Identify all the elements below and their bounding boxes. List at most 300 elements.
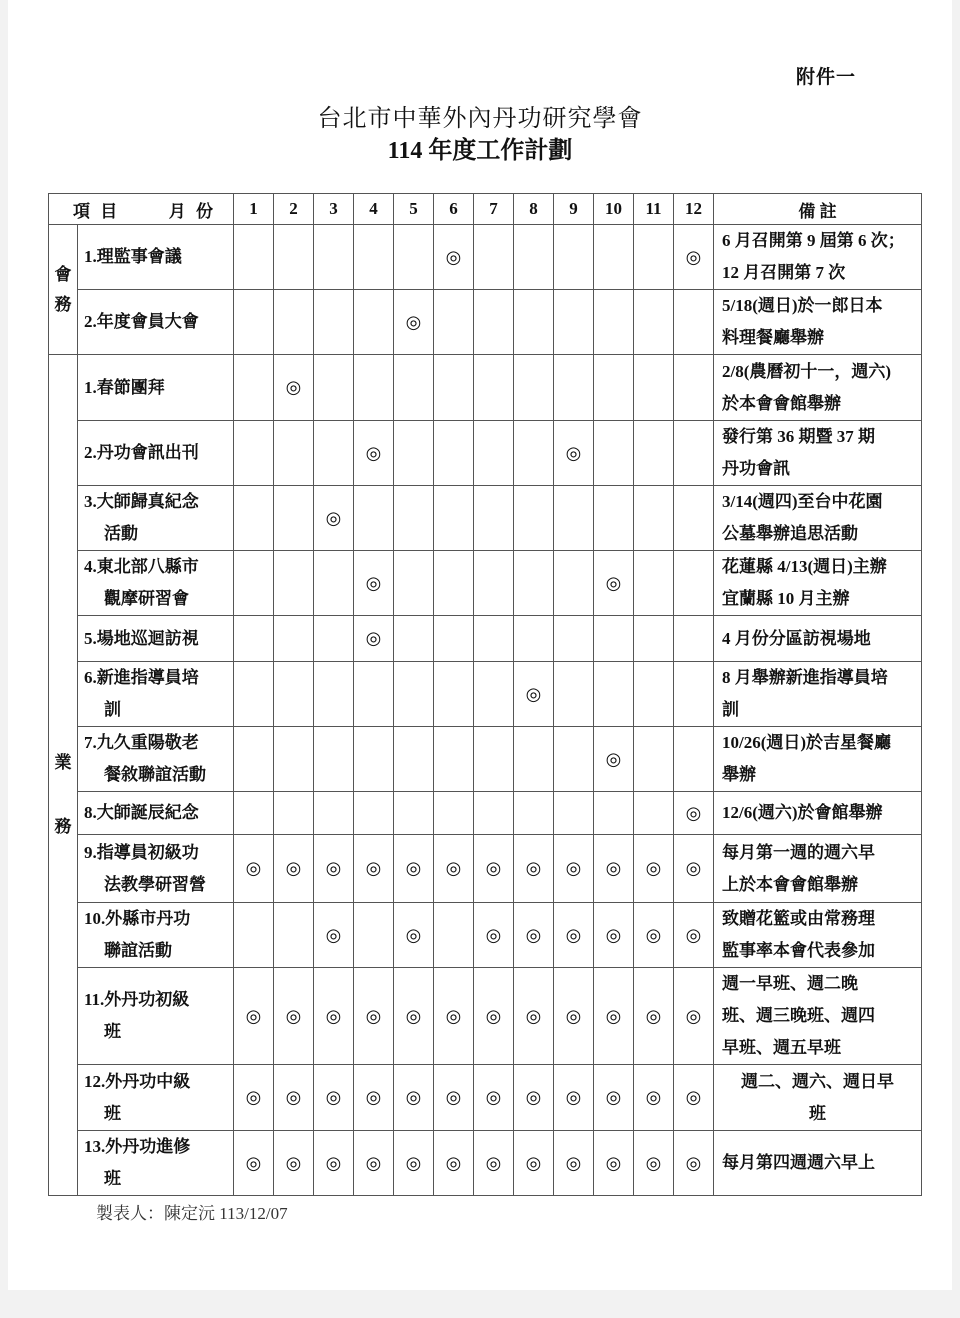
- month-cell-12: [674, 486, 714, 551]
- table-row: [49, 421, 922, 486]
- note-line: 發行第 36 期暨 37 期: [722, 427, 875, 446]
- month-cell-11: [634, 792, 674, 835]
- note-line: 早班、週五早班: [722, 1038, 841, 1057]
- note-cell: [714, 486, 922, 551]
- month-cell-4: [354, 903, 394, 968]
- item-name-line: 3.大師歸真紀念: [84, 492, 199, 511]
- month-cell-11: [634, 355, 674, 421]
- month-cell-6: [434, 551, 474, 616]
- month-cell-10: [594, 1065, 634, 1131]
- schedule-mark: ◎: [445, 1005, 462, 1027]
- note-line: 每月第四週週六早上: [722, 1153, 875, 1172]
- schedule-mark: ◎: [645, 858, 662, 879]
- month-cell-1: [234, 1131, 274, 1196]
- header-month-2: 2: [274, 194, 314, 225]
- note-line: 班: [809, 1103, 826, 1123]
- month-cell-3: [314, 727, 354, 792]
- month-cell-4: [354, 551, 394, 616]
- month-cell-9: [554, 551, 594, 616]
- category-cell: [49, 225, 78, 355]
- month-cell-7: [474, 355, 514, 421]
- header-month-11: 11: [634, 194, 674, 225]
- schedule-mark: ◎: [645, 924, 662, 946]
- month-cell-5: [394, 421, 434, 486]
- month-cell-11: [634, 835, 674, 903]
- schedule-mark: ◎: [445, 246, 462, 268]
- month-cell-9: [554, 421, 594, 486]
- item-name-line: 1.理監事會議: [84, 247, 182, 266]
- month-cell-5: [394, 1131, 434, 1196]
- month-cell-7: [474, 792, 514, 835]
- schedule-mark: ◎: [245, 1152, 262, 1174]
- schedule-mark: ◎: [685, 1005, 702, 1027]
- month-cell-2: [274, 662, 314, 727]
- month-cell-12: [674, 792, 714, 835]
- item-name-line: 活動: [104, 524, 138, 543]
- month-cell-11: [634, 616, 674, 662]
- item-name-line: 11.外丹功初級: [84, 990, 190, 1009]
- schedule-mark: ◎: [445, 1152, 462, 1174]
- month-cell-3: [314, 551, 354, 616]
- month-cell-6: [434, 290, 474, 355]
- month-cell-1: [234, 225, 274, 290]
- month-cell-11: [634, 486, 674, 551]
- schedule-mark: ◎: [245, 1087, 262, 1108]
- month-cell-2: [274, 355, 314, 421]
- schedule-mark: ◎: [365, 1152, 382, 1174]
- month-cell-9: [554, 727, 594, 792]
- month-cell-9: [554, 662, 594, 727]
- item-name: [78, 486, 234, 551]
- note-cell: [714, 551, 922, 616]
- table-header-row: [49, 194, 922, 225]
- schedule-mark: ◎: [485, 1087, 502, 1108]
- schedule-mark: ◎: [285, 1087, 302, 1108]
- item-name-line: 13.外丹功進修: [84, 1137, 191, 1156]
- schedule-mark: ◎: [685, 802, 702, 824]
- month-cell-12: [674, 225, 714, 290]
- month-cell-7: [474, 835, 514, 903]
- schedule-mark: ◎: [685, 1152, 702, 1174]
- month-cell-1: [234, 290, 274, 355]
- month-cell-4: [354, 421, 394, 486]
- month-cell-3: [314, 968, 354, 1065]
- month-cell-6: [434, 225, 474, 290]
- item-name-line: 10.外縣市丹功: [84, 909, 191, 928]
- month-cell-6: [434, 1065, 474, 1131]
- note-line: 致贈花籃或由常務理: [722, 909, 875, 928]
- category-cell: [49, 355, 78, 1196]
- item-name-line: 2.丹功會訊出刊: [84, 443, 199, 462]
- month-cell-6: [434, 1131, 474, 1196]
- schedule-mark: ◎: [365, 572, 382, 594]
- item-name-line: 聯誼活動: [104, 941, 172, 960]
- month-cell-3: [314, 1065, 354, 1131]
- month-cell-6: [434, 968, 474, 1065]
- month-cell-12: [674, 727, 714, 792]
- month-cell-9: [554, 616, 594, 662]
- month-cell-1: [234, 662, 274, 727]
- month-cell-2: [274, 835, 314, 903]
- header-month-5: 5: [394, 194, 434, 225]
- month-cell-8: [514, 835, 554, 903]
- item-name-line: 4.東北部八縣市: [84, 557, 199, 576]
- schedule-mark: ◎: [365, 442, 382, 464]
- schedule-mark: ◎: [645, 1005, 662, 1027]
- note-line: 週一早班、週二晚: [722, 974, 858, 993]
- month-cell-9: [554, 290, 594, 355]
- schedule-mark: ◎: [285, 1005, 302, 1027]
- month-cell-8: [514, 792, 554, 835]
- schedule-mark: ◎: [405, 1005, 422, 1027]
- month-cell-3: [314, 290, 354, 355]
- month-cell-2: [274, 1065, 314, 1131]
- month-cell-9: [554, 225, 594, 290]
- month-cell-1: [234, 421, 274, 486]
- schedule-mark: ◎: [525, 1005, 542, 1027]
- note-line: 每月第一週的週六早: [722, 842, 875, 862]
- month-cell-7: [474, 727, 514, 792]
- month-cell-9: [554, 486, 594, 551]
- month-cell-2: [274, 225, 314, 290]
- month-cell-2: [274, 616, 314, 662]
- schedule-mark: ◎: [605, 924, 622, 946]
- month-cell-3: [314, 835, 354, 903]
- month-cell-3: [314, 421, 354, 486]
- month-cell-3: [314, 792, 354, 835]
- month-cell-1: [234, 551, 274, 616]
- header-month-6: 6: [434, 194, 474, 225]
- schedule-mark: ◎: [405, 924, 422, 946]
- month-cell-2: [274, 486, 314, 551]
- schedule-mark: ◎: [565, 442, 582, 464]
- note-line: 於本會會館舉辦: [722, 393, 841, 413]
- month-cell-9: [554, 355, 594, 421]
- month-cell-7: [474, 421, 514, 486]
- item-name-line: 班: [104, 1103, 121, 1123]
- month-cell-5: [394, 486, 434, 551]
- schedule-mark: ◎: [325, 1087, 342, 1108]
- schedule-mark: ◎: [405, 858, 422, 879]
- note-line: 5/18(週日)於一郎日本: [722, 296, 883, 315]
- month-cell-1: [234, 486, 274, 551]
- note-cell: [714, 662, 922, 727]
- item-name: [78, 421, 234, 486]
- month-cell-12: [674, 1065, 714, 1131]
- item-name-line: 6.新進指導員培: [84, 668, 199, 687]
- note-line: 8 月舉辦新進指導員培: [722, 668, 888, 687]
- item-name: [78, 355, 234, 421]
- month-cell-11: [634, 1065, 674, 1131]
- schedule-mark: ◎: [525, 858, 542, 879]
- table-row: [49, 1131, 922, 1196]
- month-cell-7: [474, 1131, 514, 1196]
- month-cell-4: [354, 355, 394, 421]
- month-cell-8: [514, 662, 554, 727]
- month-cell-12: [674, 835, 714, 903]
- month-cell-3: [314, 225, 354, 290]
- schedule-mark: ◎: [245, 1005, 262, 1027]
- note-cell: [714, 968, 922, 1065]
- schedule-mark: ◎: [525, 924, 542, 946]
- month-cell-9: [554, 968, 594, 1065]
- item-name: [78, 1131, 234, 1196]
- schedule-mark: ◎: [485, 924, 502, 946]
- month-cell-2: [274, 551, 314, 616]
- header-item-month: [49, 194, 234, 225]
- schedule-mark: ◎: [325, 858, 342, 879]
- schedule-mark: ◎: [485, 1005, 502, 1027]
- note-line: 6 月召開第 9 屆第 6 次；: [722, 231, 905, 250]
- month-cell-7: [474, 968, 514, 1065]
- schedule-mark: ◎: [605, 1152, 622, 1174]
- month-cell-12: [674, 355, 714, 421]
- schedule-mark: ◎: [405, 311, 422, 333]
- month-cell-10: [594, 968, 634, 1065]
- month-cell-10: [594, 551, 634, 616]
- month-cell-8: [514, 421, 554, 486]
- schedule-mark: ◎: [565, 1152, 582, 1174]
- category-char: 務: [54, 817, 72, 836]
- note-line: 12/6(週六)於會館舉辦: [722, 803, 883, 822]
- month-cell-1: [234, 835, 274, 903]
- month-cell-2: [274, 727, 314, 792]
- month-cell-4: [354, 727, 394, 792]
- note-line: 宜蘭縣 10 月主辦: [722, 589, 850, 608]
- schedule-mark: ◎: [445, 858, 462, 879]
- month-cell-9: [554, 903, 594, 968]
- month-cell-10: [594, 355, 634, 421]
- month-cell-11: [634, 727, 674, 792]
- month-cell-10: [594, 792, 634, 835]
- month-cell-12: [674, 903, 714, 968]
- month-cell-7: [474, 616, 514, 662]
- month-cell-8: [514, 616, 554, 662]
- note-line: 料理餐廳舉辦: [722, 328, 824, 347]
- note-cell: [714, 616, 922, 662]
- month-cell-10: [594, 616, 634, 662]
- month-cell-11: [634, 290, 674, 355]
- schedule-mark: ◎: [565, 858, 582, 879]
- schedule-mark: ◎: [605, 1087, 622, 1108]
- month-cell-8: [514, 290, 554, 355]
- item-name: [78, 835, 234, 903]
- month-cell-6: [434, 792, 474, 835]
- month-cell-11: [634, 225, 674, 290]
- month-cell-4: [354, 968, 394, 1065]
- item-name: [78, 290, 234, 355]
- note-line: 公墓舉辦追思活動: [722, 524, 858, 543]
- month-cell-3: [314, 903, 354, 968]
- note-line: 10/26(週日)於吉星餐廳: [722, 733, 892, 752]
- note-cell: [714, 1131, 922, 1196]
- schedule-mark: ◎: [325, 1005, 342, 1027]
- month-cell-2: [274, 968, 314, 1065]
- item-name: [78, 1065, 234, 1131]
- month-cell-5: [394, 616, 434, 662]
- month-cell-12: [674, 551, 714, 616]
- item-name-line: 8.大師誕辰紀念: [84, 803, 199, 822]
- month-cell-6: [434, 486, 474, 551]
- item-name: [78, 225, 234, 290]
- month-cell-3: [314, 616, 354, 662]
- item-name: [78, 616, 234, 662]
- month-cell-5: [394, 1065, 434, 1131]
- month-cell-10: [594, 727, 634, 792]
- schedule-mark: ◎: [605, 748, 622, 770]
- schedule-mark: ◎: [685, 246, 702, 268]
- note-line: 4 月份分區訪視場地: [722, 628, 871, 648]
- month-cell-4: [354, 225, 394, 290]
- table-row: [49, 792, 922, 835]
- schedule-mark: ◎: [685, 924, 702, 946]
- month-cell-7: [474, 551, 514, 616]
- note-line: 3/14(週四)至台中花園: [722, 492, 883, 511]
- month-cell-5: [394, 835, 434, 903]
- item-name-line: 訓: [104, 700, 121, 719]
- item-name-line: 班: [104, 1169, 121, 1188]
- month-cell-7: [474, 225, 514, 290]
- schedule-mark: ◎: [565, 1005, 582, 1027]
- table-row: [49, 225, 922, 290]
- category-char: 務: [54, 294, 72, 314]
- table-row: [49, 662, 922, 727]
- note-cell: [714, 727, 922, 792]
- month-cell-8: [514, 551, 554, 616]
- schedule-mark: ◎: [605, 858, 622, 879]
- month-cell-3: [314, 1131, 354, 1196]
- note-line: 監事率本會代表參加: [722, 941, 875, 960]
- category-char: 會: [54, 264, 72, 284]
- month-cell-8: [514, 225, 554, 290]
- month-cell-8: [514, 355, 554, 421]
- month-cell-1: [234, 903, 274, 968]
- month-cell-5: [394, 290, 434, 355]
- header-month-10: 10: [594, 194, 634, 225]
- month-cell-9: [554, 1065, 594, 1131]
- note-line: 上於本會會館舉辦: [722, 874, 858, 894]
- note-line: 週二、週六、週日早: [741, 1071, 894, 1091]
- month-cell-3: [314, 486, 354, 551]
- month-cell-9: [554, 792, 594, 835]
- month-cell-10: [594, 662, 634, 727]
- schedule-mark: ◎: [445, 1087, 462, 1108]
- month-cell-12: [674, 968, 714, 1065]
- month-cell-12: [674, 1131, 714, 1196]
- month-cell-6: [434, 727, 474, 792]
- month-cell-11: [634, 421, 674, 486]
- schedule-mark: ◎: [525, 1087, 542, 1108]
- item-name-line: 1.春節團拜: [84, 377, 165, 397]
- month-cell-5: [394, 662, 434, 727]
- month-cell-8: [514, 1131, 554, 1196]
- schedule-mark: ◎: [285, 858, 302, 879]
- month-cell-7: [474, 1065, 514, 1131]
- schedule-mark: ◎: [605, 572, 622, 594]
- month-cell-10: [594, 290, 634, 355]
- month-cell-8: [514, 486, 554, 551]
- schedule-mark: ◎: [245, 858, 262, 879]
- month-cell-4: [354, 616, 394, 662]
- note-cell: [714, 1065, 922, 1131]
- table-row: [49, 486, 922, 551]
- month-cell-3: [314, 662, 354, 727]
- month-cell-4: [354, 835, 394, 903]
- month-cell-12: [674, 616, 714, 662]
- month-cell-11: [634, 662, 674, 727]
- month-cell-10: [594, 486, 634, 551]
- month-cell-5: [394, 355, 434, 421]
- month-cell-6: [434, 355, 474, 421]
- month-cell-5: [394, 792, 434, 835]
- item-name: [78, 551, 234, 616]
- item-name-line: 12.外丹功中級: [84, 1071, 191, 1091]
- table-row: [49, 616, 922, 662]
- month-cell-1: [234, 727, 274, 792]
- note-cell: [714, 835, 922, 903]
- schedule-mark: ◎: [685, 858, 702, 879]
- note-line: 舉辦: [722, 765, 756, 784]
- schedule-mark: ◎: [325, 1152, 342, 1174]
- header-month-1: 1: [234, 194, 274, 225]
- month-cell-6: [434, 835, 474, 903]
- month-cell-11: [634, 1131, 674, 1196]
- schedule-mark: ◎: [365, 1087, 382, 1108]
- month-cell-11: [634, 968, 674, 1065]
- item-name: [78, 662, 234, 727]
- item-name-line: 9.指導員初級功: [84, 842, 199, 862]
- month-cell-5: [394, 551, 434, 616]
- month-cell-8: [514, 903, 554, 968]
- item-name-line: 2.年度會員大會: [84, 312, 199, 331]
- schedule-mark: ◎: [325, 924, 342, 946]
- note-cell: [714, 792, 922, 835]
- table-row: [49, 903, 922, 968]
- note-line: 班、週三晚班、週四: [722, 1006, 875, 1025]
- header-month-label: 月 份: [168, 201, 216, 221]
- header-month-7: 7: [474, 194, 514, 225]
- plan-title: 114 年度工作計劃: [387, 138, 573, 164]
- item-name: [78, 968, 234, 1065]
- item-name-line: 觀摩研習會: [104, 589, 189, 608]
- month-cell-4: [354, 290, 394, 355]
- month-cell-8: [514, 1065, 554, 1131]
- header-notes: 備 註: [714, 194, 922, 225]
- table-row: [49, 835, 922, 903]
- schedule-mark: ◎: [485, 1152, 502, 1174]
- month-cell-8: [514, 727, 554, 792]
- month-cell-11: [634, 551, 674, 616]
- month-cell-4: [354, 1065, 394, 1131]
- header-month-8: 8: [514, 194, 554, 225]
- month-cell-2: [274, 1131, 314, 1196]
- note-line: 2/8(農曆初十一，週六): [722, 361, 892, 381]
- month-cell-10: [594, 225, 634, 290]
- month-cell-2: [274, 903, 314, 968]
- month-cell-6: [434, 662, 474, 727]
- header-month-9: 9: [554, 194, 594, 225]
- schedule-mark: ◎: [365, 1005, 382, 1027]
- table-row: [49, 968, 922, 1065]
- schedule-mark: ◎: [565, 924, 582, 946]
- note-line: 丹功會訊: [722, 459, 790, 478]
- month-cell-6: [434, 616, 474, 662]
- schedule-mark: ◎: [365, 858, 382, 879]
- month-cell-12: [674, 421, 714, 486]
- note-cell: [714, 903, 922, 968]
- month-cell-1: [234, 355, 274, 421]
- item-name-line: 班: [104, 1022, 121, 1041]
